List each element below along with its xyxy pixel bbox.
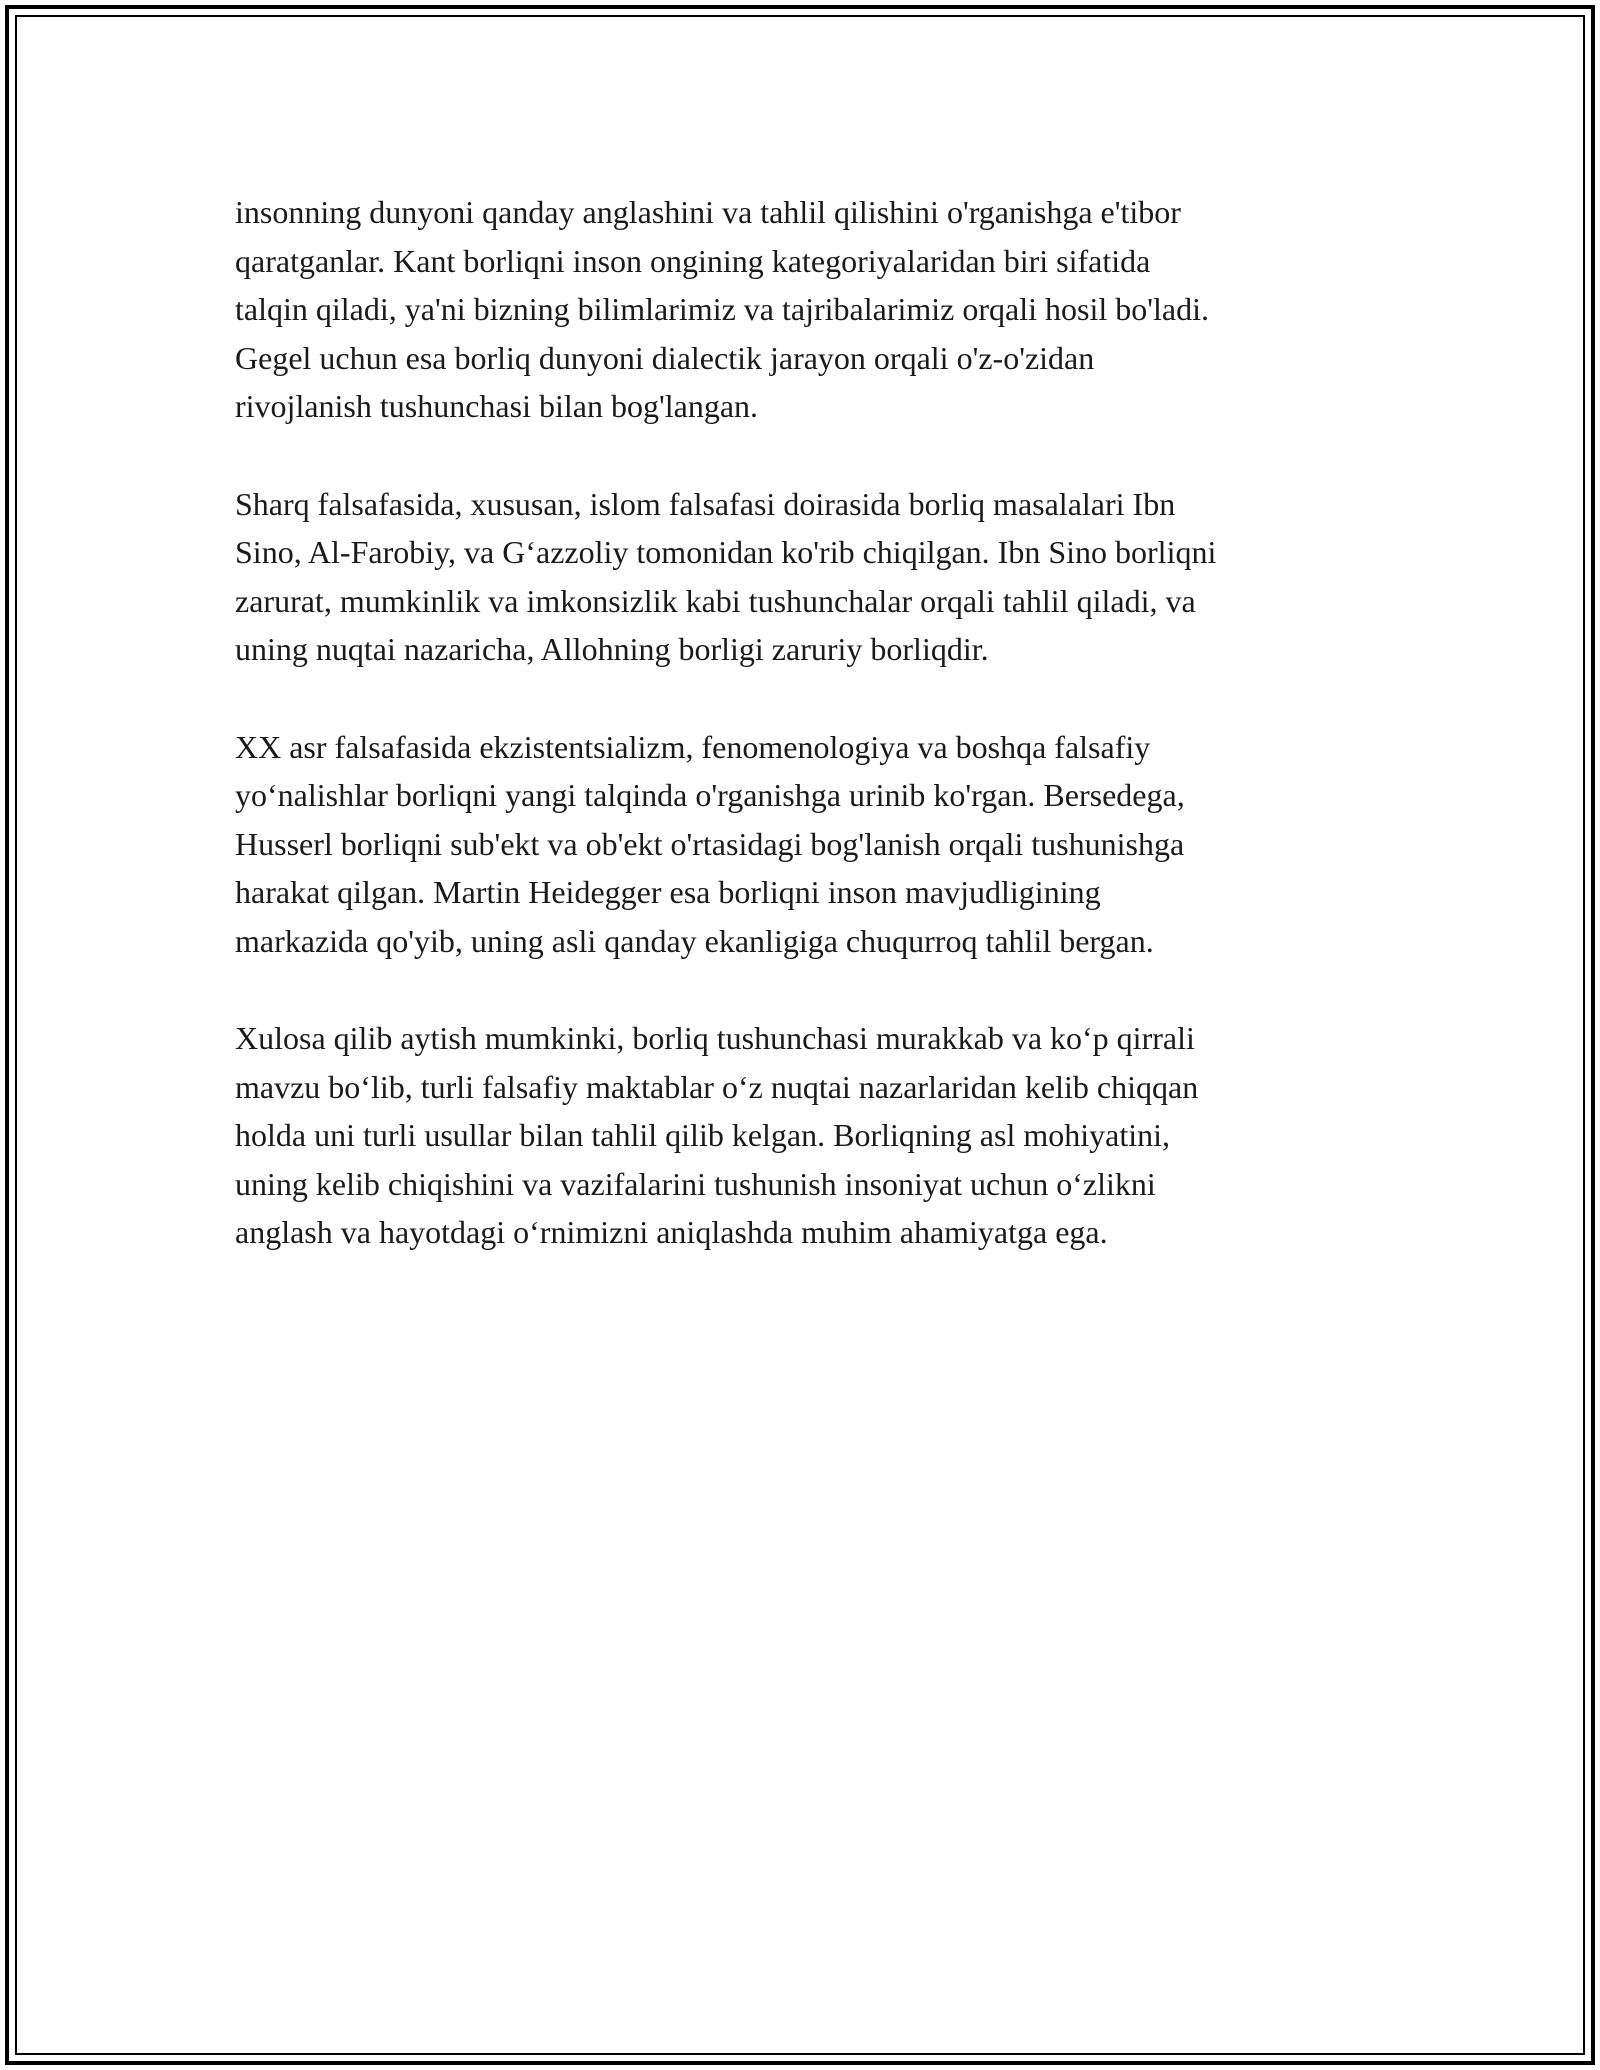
text-line: Xulosa qilib aytish mumkinki, borliq tushunchasi murakkab va ko‘p qirrali — [235, 1020, 1195, 1056]
document-body — [235, 188, 1395, 1306]
text-line: rivojlanish tushunchasi bilan bog'langan. — [235, 388, 759, 424]
text-line: uning kelib chiqishini va vazifalarini tushunish insoniyat uchun o‘zlikni — [235, 1165, 1156, 1202]
text-line: zarurat, mumkinlik va imkonsizlik kabi tushunchalar orqali tahlil qiladi, va — [235, 582, 1196, 619]
text-line: mavzu bo‘lib, turli falsafiy maktablar o‘z nuqtai nazarlaridan kelib chiqqan — [235, 1068, 1199, 1105]
text-line: markazida qo'yib, uning asli qanday ekanligiga chuqurroq tahlil bergan. — [235, 922, 1154, 959]
text-line: Husserl borliqni sub'ekt va ob'ekt o'rtasidagi bog'lanish orqali tushunishga — [235, 825, 1185, 862]
text-line: talqin qiladi, ya'ni bizning bilimlarimiz va tajribalarimiz orqali hosil bo'ladi. — [235, 291, 1209, 327]
paragraph-4 — [235, 1014, 1395, 1257]
text-line: Sharq falsafasida, xususan, islom falsafasi doirasida borliq masalalari Ibn — [235, 485, 1176, 522]
text-line: Sino, Al-Farobiy, va G‘azzoliy tomonidan ko'rib chiqilgan. Ibn Sino borliqni — [235, 534, 1217, 570]
text-line: Gegel uchun esa borliq dunyoni dialectik jarayon orqali o'z-o'zidan — [235, 339, 1095, 376]
text-line: XX asr falsafasida ekzistentsializm, fenomenologiya va boshqa falsafiy — [235, 728, 1151, 765]
text-line: insonning dunyoni qanday anglashini va tahlil qilishini o'rganishga e'tibor — [235, 194, 1181, 230]
text-line: uning nuqtai nazaricha, Allohning borligi zaruriy borliqdir. — [235, 631, 989, 667]
paragraph-1 — [235, 188, 1395, 431]
text-line: holda uni turli usullar bilan tahlil qilib kelgan. Borliqning asl mohiyatini, — [235, 1117, 1170, 1153]
paragraph-2 — [235, 480, 1395, 674]
text-line: anglash va hayotdagi o‘rnimizni aniqlashda muhim ahamiyatga ega. — [235, 1214, 1108, 1250]
text-line: harakat qilgan. Martin Heidegger esa borliqni inson mavjudligining — [235, 874, 1101, 910]
text-line: qaratganlar. Kant borliqni inson ongining kategoriyalaridan biri sifatida — [235, 242, 1151, 279]
text-line: yo‘nalishlar borliqni yangi talqinda o'rganishga urinib ko'rgan. Bersedega, — [235, 777, 1185, 813]
paragraph-3 — [235, 723, 1395, 966]
